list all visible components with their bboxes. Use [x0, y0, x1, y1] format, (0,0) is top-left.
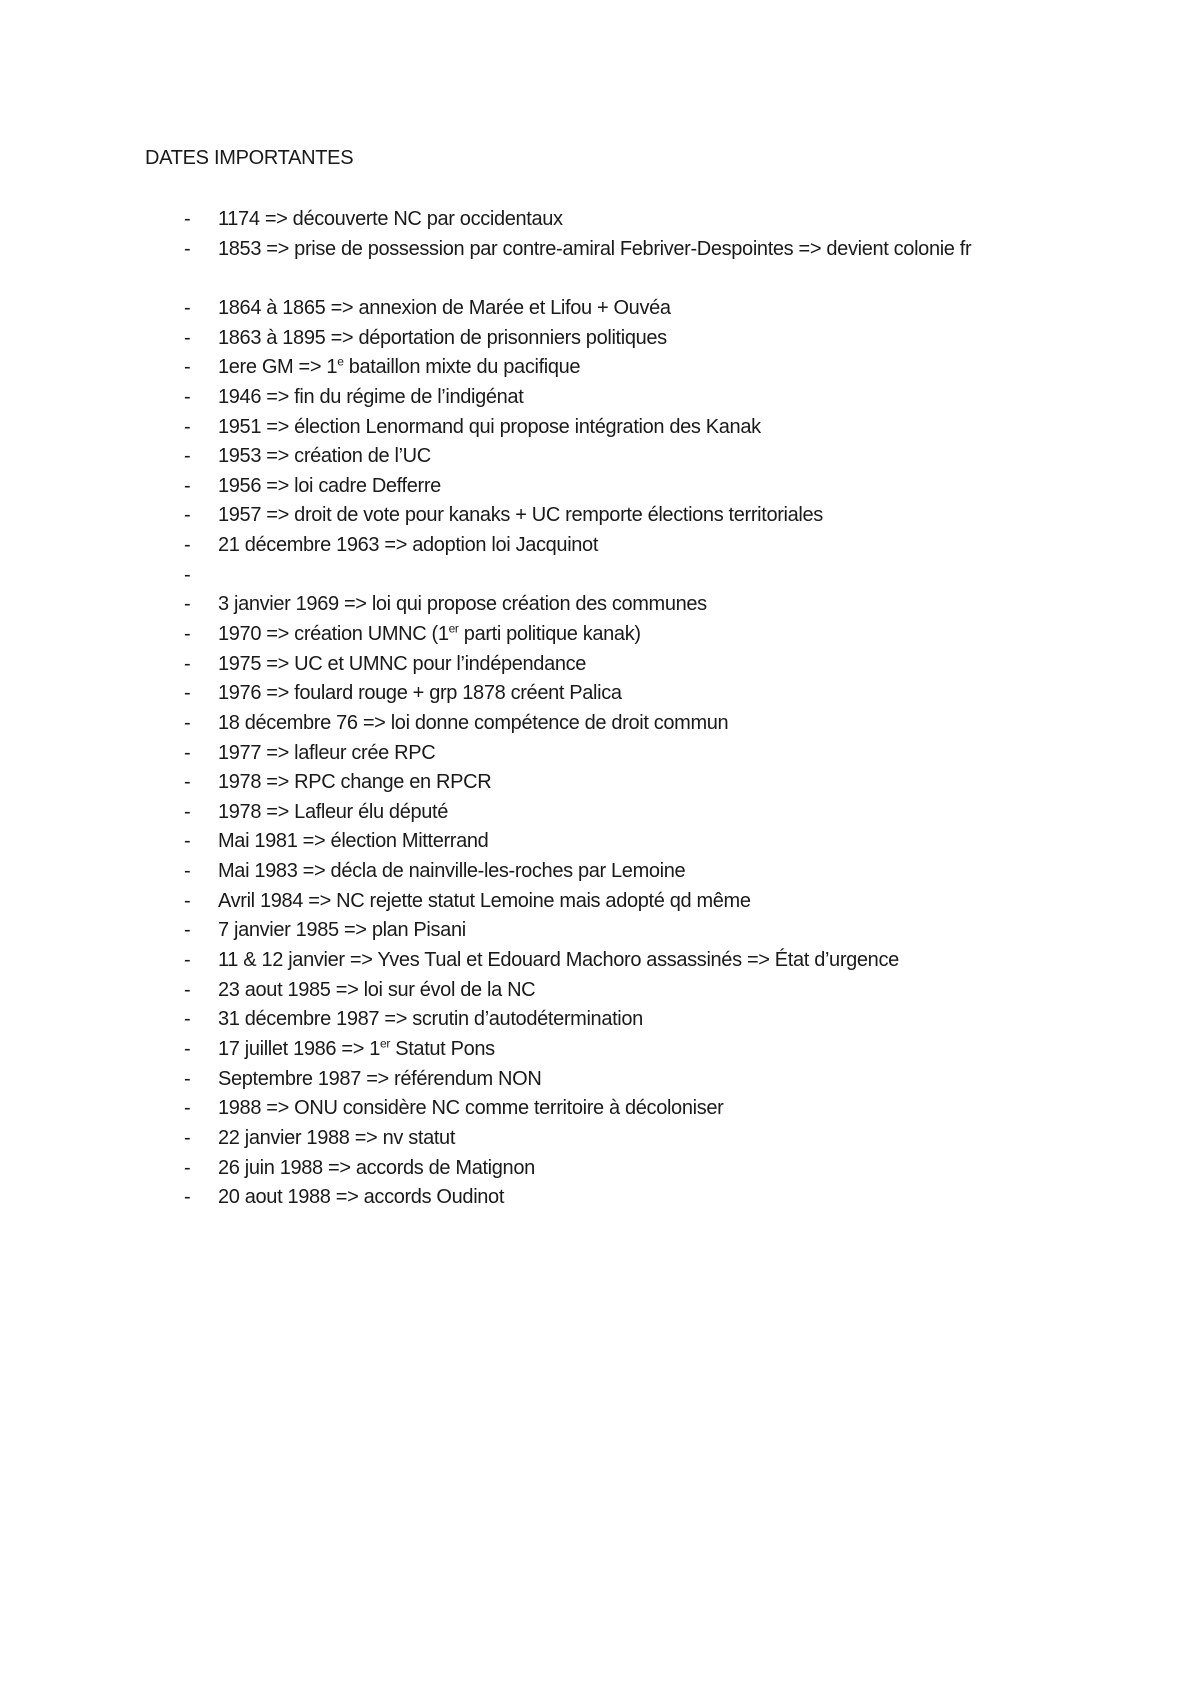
list-item-text: 1853 => prise de possession par contre-amiral Febriver-Despointes => devient colonie fr: [218, 237, 972, 260]
list-item: [0, 857, 1200, 887]
list-item: [0, 768, 1200, 798]
item-text-part: Statut Pons: [390, 1037, 495, 1060]
list-bullet: -: [184, 504, 191, 527]
list-bullet: -: [184, 860, 191, 883]
list-bullet: -: [184, 949, 191, 972]
list-item: [0, 1035, 1200, 1065]
item-text-part: 1ere GM => 1: [218, 356, 338, 379]
list-item: [0, 650, 1200, 680]
list-item-text: [218, 353, 1068, 383]
list-item-text: 1978 => RPC change en RPCR: [218, 771, 492, 794]
list-item-text: 1976 => foulard rouge + grp 1878 créent Palica: [218, 682, 622, 705]
list-item: [0, 235, 1200, 294]
list-item: [0, 946, 1200, 976]
document-title: DATES IMPORTANTES: [145, 147, 354, 169]
list-item-text: 1864 à 1865 => annexion de Marée et Lifou + Ouvéa: [218, 296, 671, 319]
list-item-text: [218, 620, 1068, 650]
list-item-text: [218, 1035, 1068, 1065]
list-item-text: 18 décembre 76 => loi donne compétence de droit commun: [218, 711, 729, 734]
ordinal-superscript: e: [337, 354, 344, 369]
list-item: [0, 1154, 1200, 1184]
list-bullet: -: [184, 682, 191, 705]
list-item-text: 31 décembre 1987 => scrutin d’autodétermination: [218, 1008, 643, 1031]
list-bullet: -: [184, 800, 191, 823]
list-item-text: 1863 à 1895 => déportation de prisonniers politiques: [218, 326, 667, 349]
list-item-text: 1975 => UC et UMNC pour l’indépendance: [218, 652, 587, 675]
list-bullet: -: [184, 830, 191, 853]
list-item: [0, 472, 1200, 502]
list-bullet: -: [184, 652, 191, 675]
list-bullet: -: [184, 445, 191, 468]
list-bullet: -: [184, 534, 191, 557]
list-bullet: -: [184, 593, 191, 616]
list-item-text: 7 janvier 1985 => plan Pisani: [218, 919, 466, 942]
list-item-text: 11 & 12 janvier => Yves Tual et Edouard Machoro assassinés => État d’urgence: [218, 949, 899, 972]
list-item: [0, 709, 1200, 739]
timeline-list: [0, 205, 1200, 1213]
list-item-text: Mai 1983 => décla de nainville-les-roches par Lemoine: [218, 860, 686, 883]
list-bullet: -: [184, 1156, 191, 1179]
list-item: [0, 1094, 1200, 1124]
list-item: [0, 324, 1200, 354]
ordinal-superscript: er: [448, 621, 459, 636]
list-bullet: -: [184, 1067, 191, 1090]
list-item: [0, 1065, 1200, 1095]
list-bullet: -: [184, 208, 191, 230]
list-bullet: -: [184, 741, 191, 764]
list-bullet: -: [184, 889, 191, 912]
list-bullet: -: [184, 474, 191, 497]
list-item-text: 23 aout 1985 => loi sur évol de la NC: [218, 978, 536, 1001]
list-item-text: 1956 => loi cadre Defferre: [218, 474, 441, 497]
list-item-text: 1977 => lafleur crée RPC: [218, 741, 436, 764]
list-bullet: -: [184, 919, 191, 942]
list-item: [0, 679, 1200, 709]
list-bullet: -: [184, 237, 191, 260]
list-item-text: 1957 => droit de vote pour kanaks + UC remporte élections territoriales: [218, 504, 823, 527]
list-bullet: -: [184, 356, 191, 379]
list-item-text: 22 janvier 1988 => nv statut: [218, 1126, 456, 1149]
list-item-text: 3 janvier 1969 => loi qui propose création des communes: [218, 593, 707, 616]
list-item: [0, 620, 1200, 650]
list-item: [0, 383, 1200, 413]
list-item: [0, 353, 1200, 383]
list-item: [0, 798, 1200, 828]
list-item-text: 1951 => élection Lenormand qui propose intégration des Kanak: [218, 415, 761, 438]
list-item-text: 1953 => création de l’UC: [218, 445, 431, 468]
list-item-text: 20 aout 1988 => accords Oudinot: [218, 1186, 505, 1209]
list-bullet: -: [184, 1097, 191, 1120]
ordinal-superscript: er: [380, 1036, 391, 1051]
list-item-text: 21 décembre 1963 => adoption loi Jacquinot: [218, 534, 599, 557]
list-item-text: Septembre 1987 => référendum NON: [218, 1067, 542, 1090]
list-item-text: Avril 1984 => NC rejette statut Lemoine mais adopté qd même: [218, 889, 751, 912]
list-item-text: 1978 => Lafleur élu député: [218, 800, 448, 823]
list-item: [0, 531, 1200, 561]
list-item: [0, 294, 1200, 324]
list-item: [0, 561, 1200, 591]
list-bullet: -: [184, 296, 191, 319]
list-item-text: Mai 1981 => élection Mitterrand: [218, 830, 489, 853]
list-bullet: -: [184, 622, 191, 645]
item-text-part: parti politique kanak): [458, 622, 641, 645]
list-bullet: -: [184, 711, 191, 734]
list-item: [0, 413, 1200, 443]
list-bullet: -: [184, 1186, 191, 1209]
list-bullet: -: [184, 385, 191, 408]
list-item: [0, 442, 1200, 472]
list-bullet: -: [184, 326, 191, 349]
list-bullet: -: [184, 563, 191, 586]
list-item: [0, 1005, 1200, 1035]
list-bullet: -: [184, 771, 191, 794]
list-item: [0, 501, 1200, 531]
list-item-text: 26 juin 1988 => accords de Matignon: [218, 1156, 535, 1179]
list-item: [0, 1183, 1200, 1213]
item-text-part: 17 juillet 1986 => 1: [218, 1037, 381, 1060]
list-bullet: -: [184, 978, 191, 1001]
list-bullet: -: [184, 1008, 191, 1031]
item-text-part: 1970 => création UMNC (1: [218, 622, 449, 645]
list-bullet: -: [184, 415, 191, 438]
list-item: [0, 827, 1200, 857]
list-item-text: 1946 => fin du régime de l’indigénat: [218, 385, 524, 408]
list-item: [0, 739, 1200, 769]
list-item: [0, 976, 1200, 1006]
list-item: [0, 590, 1200, 620]
list-bullet: -: [184, 1037, 191, 1060]
list-item: [0, 916, 1200, 946]
list-item-text: 1174 => découverte NC par occidentaux: [218, 208, 563, 230]
item-text-part: bataillon mixte du pacifique: [343, 356, 581, 379]
list-item-text: 1988 => ONU considère NC comme territoire à décoloniser: [218, 1097, 724, 1120]
list-bullet: -: [184, 1126, 191, 1149]
list-item: [0, 887, 1200, 917]
list-item: [0, 1124, 1200, 1154]
list-item: [0, 205, 1200, 235]
